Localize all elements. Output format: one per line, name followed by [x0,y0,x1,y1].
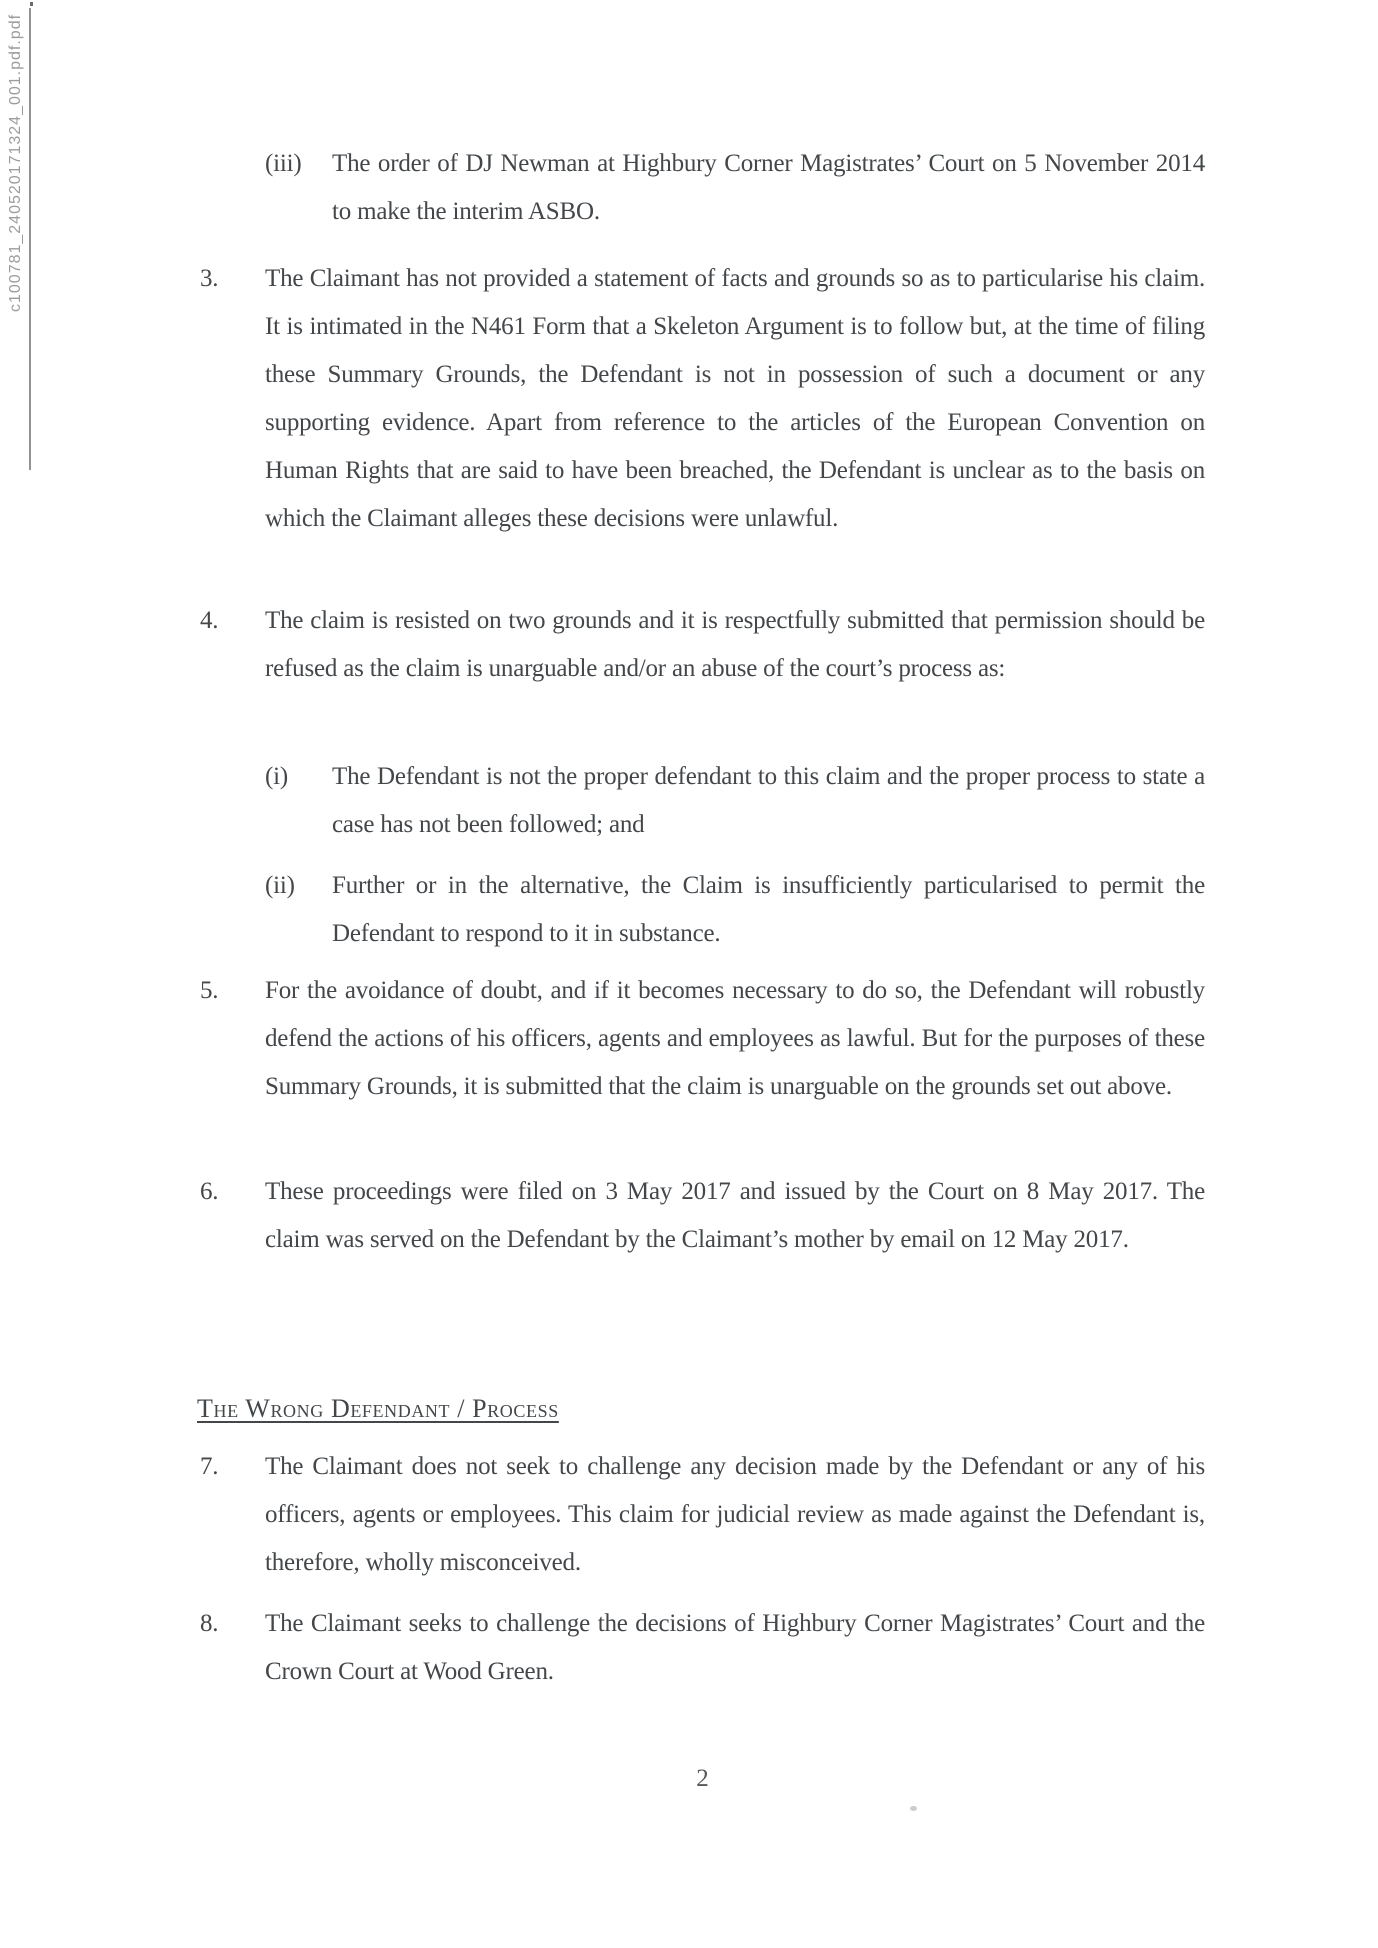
paragraph-8 [200,1600,1205,1696]
paragraph-6 [200,1168,1205,1264]
paragraph-text: The claim is resisted on two grounds and it is respectfully submitted that permission should be refused as the claim is unarguable and/or an abuse of the court’s process as: [265,607,1205,682]
paragraph-text: The Claimant seeks to challenge the decisions of Highbury Corner Magistrates’ Court and the Crown Court at Wood Green. [265,1610,1205,1685]
scan-speck [30,2,33,6]
paragraph-3 [200,255,1205,543]
paragraph-4 [200,597,1205,693]
subparagraph-number: (i) [265,763,288,790]
paragraph-text: The Claimant has not provided a statement of facts and grounds so as to particularise his claim. It is intimated in the N461 Form that a Skeleton Argument is to follow but, at the time of filing these Summary Grounds, the Defendant is not in possession of such a document or any supporting evidence. Apart from reference to the articles of the European Convention on Human Rights that are said to have been breached, the Defendant is unclear as to the basis on which the Claimant alleges these decisions were unlawful. [265,265,1205,532]
subparagraph-text: The order of DJ Newman at Highbury Corner Magistrates’ Court on 5 November 2014 to make the interim ASBO. [332,150,1205,225]
paragraph-text: These proceedings were filed on 3 May 2017 and issued by the Court on 8 May 2017. The claim was served on the Defendant by the Claimant’s mother by email on 12 May 2017. [265,1178,1205,1253]
subparagraph-iii [265,140,1205,236]
scanned-filename-label: c100781_240520171324_001.pdf.pdf [7,13,24,312]
subparagraph-text: The Defendant is not the proper defendant to this claim and the proper process to state a case has not been followed; and [332,763,1205,838]
paragraph-number: 7. [200,1453,219,1480]
scan-gutter-line [29,8,31,470]
paragraph-5 [200,967,1205,1111]
paragraph-number: 4. [200,607,219,634]
paragraph-number: 8. [200,1610,219,1637]
subparagraph-text: Further or in the alternative, the Claim is insufficiently particularised to permit the Defendant to respond to it in substance. [332,872,1205,947]
paragraph-number: 6. [200,1178,219,1205]
section-heading: The Wrong Defendant / Process [197,1394,559,1423]
subparagraph-i [265,753,1205,849]
paragraph-7 [200,1443,1205,1587]
paragraph-number: 3. [200,265,219,292]
subparagraph-ii [265,862,1205,958]
paragraph-number: 5. [200,977,219,1004]
paragraph-text: The Claimant does not seek to challenge any decision made by the Defendant or any of his officers, agents or employees. This claim for judicial review as made against the Defendant is, therefore, wholly misconceived. [265,1453,1205,1576]
subparagraph-number: (iii) [265,150,302,177]
subparagraph-number: (ii) [265,872,295,899]
page-number: 2 [696,1765,709,1792]
scan-speck [910,1806,917,1811]
paragraph-text: For the avoidance of doubt, and if it becomes necessary to do so, the Defendant will robustly defend the actions of his officers, agents and employees as lawful. But for the purposes of these Summary Grounds, it is submitted that the claim is unarguable on the grounds set out above. [265,977,1205,1100]
